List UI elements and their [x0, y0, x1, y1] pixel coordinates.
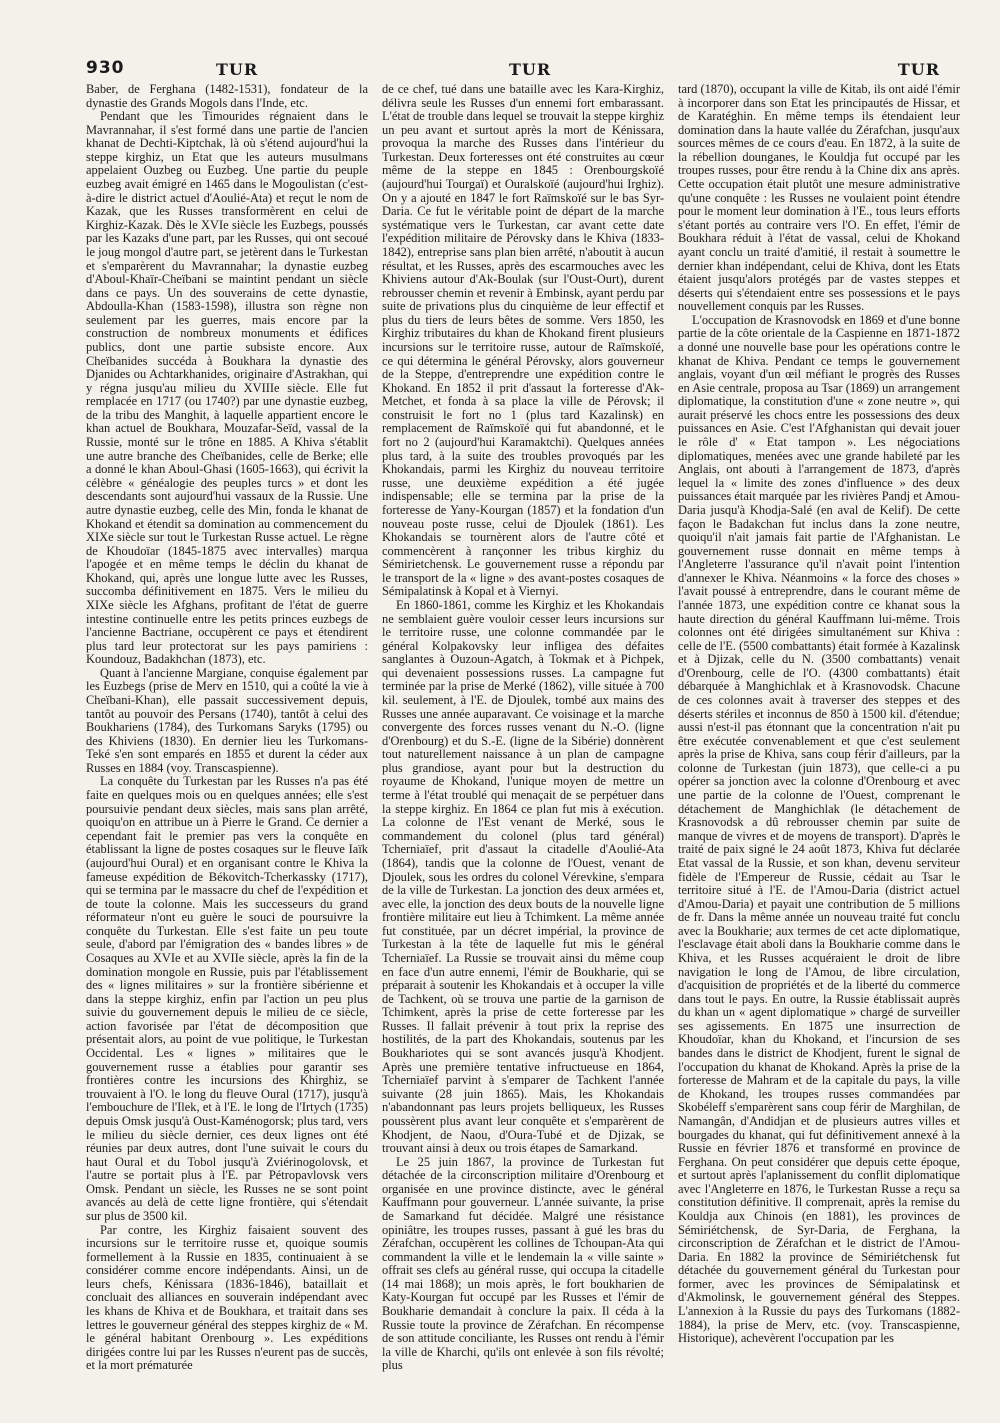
paragraph: En 1860-1861, comme les Kirghiz et les Khokandais ne semblaient guère vouloir cesser leurs incursions sur le territoire russe, une colonne commandée par le général Kolpakovsky leur infligea des défaites sanglantes à Ouzoun-Agatch, à Tokmak et à Pichpek, qui devenaient possessions russes. La campagne fut terminée par la prise de Merké (1862), ville située à 700 kil. seulement, à l'E. de Djoulek, tombé aux mains des Russes une année auparavant. Ce voisinage et la marche convergente des forces russes venant du N.-O. (ligne d'Orenbourg) et du S.-E. (ligne de la Sibérie) donnèrent tout naturellement naissance à un plan de campagne plus grandiose, ayant pour but la destruction du royaume de Khokand, l'unique moyen de mettre un terme à l'état troublé qui menaçait de se perpétuer dans la steppe kirghiz. En 1864 ce plan fut mis à exécution. La colonne de l'Est venant de Merké, sous le commandement du colonel (plus tard général) Tcherniaïef, prit d'assaut la citadelle d'Aoulié-Ata (1864), tandis que la colonne de l'Ouest, venant de Djoulek, sous les ordres du colonel Vérevkine, s'empara de la ville de Turkestan. La jonction des deux armées et, avec elle, la jonction des deux bouts de la nouvelle ligne frontière militaire eut lieu à Tchimkent. La même année fut constituée, par un décret impérial, la province de Turkestan à la tête de laquelle fut mis le général Tcherniaïef. La Russie se trouvait ainsi du même coup en face d'un autre ennemi, l'émir de Boukharie, qui se préparait à soutenir les Khokandais et à occuper la ville de Tachkent, où se trouva une partie de la garnison de Tchimkent, après la prise de cette forteresse par les Russes. Il fallait prévenir à tout prix la reprise des hostilités, de la part des Khokandais, soutenus par les Boukhariotes qui se sont avancés jusqu'à Khodjent. Après une première tentative infructueuse en 1864, Tcherniaïef parvint à s'emparer de Tachkent l'année suivante (28 juin 1865). Mais, les Khokandais n'abandonnant pas leurs projets belliqueux, les Russes poussèrent plus avant leur conquête et s'emparèrent de Khodjent, de Naou, d'Oura-Tubé et de Djizak, se trouvant ainsi à deux ou trois étapes de Samarkand. [382, 597, 664, 1156]
column-right [678, 83, 960, 1413]
paragraph: Pendant que les Timourides régnaient dans le Mavrannahar, il s'est formé dans une partie de l'ancien khanat de Dechti-Kiptchak, là où s'étend aujourd'hui la steppe kirghiz, un Etat que les auteurs musulmans appelaient Ouzbeg ou Euzbeg. Une partie du peuple euzbeg avait émigré en 1465 dans le Mogoulistan (c'est-à-dire le district actuel d'Aoulié-Ata) et reçut le nom de Kazak, que les Russes transformèrent en celui de Kirghiz-Kazak. Dès le XVIe siècle les Euzbegs, poussés par les Kazaks d'une part, par les Russes, qui ont secoué le joug mongol d'autre part, se jetèrent dans le Turkestan et s'emparèrent du Mavrannahar; la dynastie euzbeg d'Aboul-Khaïr-Cheïbani se maintint pendant un siècle dans ce pays. Un des souverains de cette dynastie, Abdoulla-Khan (1583-1598), illustra son règne non seulement par les guerres, mais encore par la construction de nombreux monuments et édifices publics, dont une partie subsiste encore. Aux Cheïbanides succéda à Boukhara la dynastie des Djanides ou Achtarkhanides, originaire d'Astrakhan, qui y régna jusqu'au milieu du XVIIIe siècle. Elle fut remplacée en 1717 (ou 1740?) par une dynastie euzbeg, de la tribu des Manghit, à laquelle appartient encore le khan actuel de Boukhara, Mouzafar-Seïd, vassal de la Russie, monté sur le trône en 1885. A Khiva s'établit une autre branche des Cheïbanides, celle de Berke; elle a donné le khan Aboul-Ghasi (1605-1663), qui écrivit la célèbre « généalogie des peuples turcs » et dont les descendants sont aujourd'hui vassaux de la Russie. Une autre dynastie euzbeg, celle des Min, fonda le khanat de Khokand et étendit sa domination au commencement du XIXe siècle sur tout le Turkestan Russe actuel. Le règne de Khoudoïar (1845-1875 avec intervalles) marqua l'apogée et en même temps le déclin du khanat de Khokand, qui, après une longue lutte avec les Russes, succomba définitivement en 1875. Vers le milieu du XIXe siècle les Afghans, profitant de l'état de guerre intestine continuelle entre les petits princes euzbegs de l'ancienne Bactriane, occupèrent ce pays et étendirent plus tard leur protectorat sur les pays pamiriens : Koundouz, Badakhchan (1873), etc. [86, 109, 368, 667]
running-head-left: TUR [216, 60, 259, 79]
column-left [86, 83, 368, 1413]
paragraph: Baber, de Ferghana (1482-1531), fondateur de la dynastie des Grands Mogols dans l'Inde, etc. [86, 83, 368, 110]
running-head-center: TUR [509, 60, 552, 79]
paragraph: La conquête du Turkestan par les Russes n'a pas été faite en quelques mois ou en quelques années; elle s'est poursuivie pendant deux siècles, mais sans plan arrêté, quoiqu'on en attribue un à Pierre le Grand. Ce dernier a cependant fait le premier pas vers la conquête en établissant la ligne de postes cosaques sur le fleuve Iaïk (aujourd'hui Oural) et en organisant contre le Khiva la fameuse expédition de Békovitch-Tcherkassky (1717), qui se termina par le massacre du chef de l'expédition et de toute la colonne. Mais les successeurs du grand réformateur n'ont eu guère le souci de poursuivre la conquête du Turkestan. Elle s'est faite un peu toute seule, d'abord par l'émigration des « bandes libres » de Cosaques au XVIe et au XVIIe siècle, après la fin de la domination mongole en Russie, puis par l'établissement des « lignes militaires » sur la frontière sibérienne et dans la steppe kirghiz, enfin par l'action un peu plus suivie du gouvernement depuis le milieu de ce siècle, action favorisée par l'état de décomposition que présentait alors, au point de vue politique, le Turkestan Occidental. Les « lignes » militaires que le gouvernement russe a établies pour garantir ses frontières contre les incursions des Khirghiz, se trouvaient à l'O. le long du fleuve Oural (1717), jusqu'à l'embouchure de l'Ilek, et à l'E. le long de l'Irtych (1735) depuis Omsk jusqu'à Oust-Kaménogorsk; plus tard, vers le milieu du siècle dernier, ces deux lignes ont été réunies par deux autres, dont l'une suivait le cours du haut Oural et du Tobol jusqu'à Zviérinogolovsk, et l'autre se portait plus à l'E. par Pétropavlovsk vers Omsk. Pendant un siècle, les Russes ne se sont point avancés au delà de cette ligne frontière, qui s'étendait sur plus de 3500 kil. [86, 774, 368, 1223]
paragraph: L'occupation de Krasnovodsk en 1869 et d'une bonne partie de la côte orientale de la Caspienne en 1871-1872 a donné une nouvelle base pour les opérations contre le khanat de Khiva. Pendant ce temps le gouvernement anglais, voyant d'un œil méfiant le progrès des Russes en Asie centrale, proposa au Tsar (1869) un arrangement diplomatique, la constitution d'une « zone neutre », qui aurait préservé les chocs entre les possessions des deux puissances en Asie. C'est l'Afghanistan qui devait jouer le rôle d' « Etat tampon ». Les négociations diplomatiques, menées avec une grande habileté par les Anglais, ont abouti à l'arrangement de 1873, d'après lequel la « limite des zones d'influence » des deux puissances était marquée par les rivières Pandj et Amou-Daria jusqu'à Khodja-Salé (en aval de Kelif). De cette façon le Badakchan fut inclus dans la zone neutre, quoiqu'il n'ait jamais fait partie de l'Afghanistan. Le gouvernement russe donnait en même temps à l'Angleterre l'assurance qu'il n'avait point l'intention d'annexer le Khiva. Néanmoins « la force des choses » l'avait poussé à entreprendre, dans le courant même de l'année 1873, une expédition contre ce khanat sous la haute direction du général Kauffmann lui-même. Trois colonnes ont été dirigées simultanément sur Khiva : celle de l'E. (5500 combattants) était formée à Kazalinsk et à Djizak, celle du N. (3500 combattants) venait d'Orenbourg, celle de l'O. (4300 combattants) était débarquée à Manghichlak et à Krasnovodsk. Chacune de ces colonnes avait à traverser des steppes et des déserts stériles et inconnus de 850 à 1500 kil. d'étendue; aussi n'est-il pas étonnant que la concentration n'ait pu être exécutée convenablement et que c'est seulement après la prise de Khiva, sans coup férir d'ailleurs, par la colonne de Turkestan (juin 1873), que celle-ci a pu opérer sa jonction avec la colonne d'Orenbourg et avec une partie de la colonne de l'Ouest, comprenant le détachement de Manghichlak (le détachement de Krasnovodsk a dû rebrousser chemin par suite de manque de vivres et de moyens de transport). D'après le traité de paix signé le 24 août 1873, Khiva fut déclarée Etat vassal de la Russie, et son khan, devenu serviteur fidèle de l'Empereur de Russie, cédait au Tsar le territoire situé à l'E. de l'Amou-Daria (district actuel d'Amou-Daria) et payait une contribution de 5 millions de fr. Dans la même année un nouveau traité fut conclu avec la Boukharie; aux termes de cet acte diplomatique, l'esclavage était aboli dans la Boukharie comme dans le Khiva, et les Russes acquéraient le droit de libre navigation le long de l'Amou, de libre circulation, d'acquisition de propriétés et de la liberté du commerce dans tout le pays. En outre, la Russie établissait auprès du khan un « agent diplomatique » chargé de surveiller ses agissements. En 1875 une insurrection de Khoudoïar, khan du Khokand, et l'incursion de ses bandes dans le district de Khodjent, furent le signal de l'occupation du khanat de Khokand. Après la prise de la forteresse de Mahram et de la capitale du pays, la ville de Khokand, les troupes russes commandées par Skobéleff s'emparèrent sans coup férir de Marghilan, de Namangân, d'Andidjan et de plusieurs autres villes et bourgades du khanat, qui fut définitivement annexé à la Russie en février 1876 et transformé en province de Ferghana. On peut considérer que depuis cette époque, et surtout après l'aplanissement du conflit diplomatique avec l'Angleterre en 1876, le Turkestan Russe a reçu sa constitution définitive. Il comprenait, après la remise du Kouldja aux Chinois (en 1881), les provinces de Sémiriétchensk, de Syr-Daria, de Ferghana, la circonscription de Zérafchan et le district de l'Amou-Daria. En 1882 la province de Sémiriétchensk fut détachée du gouvernement général du Turkestan pour former, avec les provinces de Sémipalatinsk et d'Akmolinsk, le gouvernement général des Steppes. L'annexion à la Russie du pays des Turkomans (1882-1884), la prise de Merv, etc. (voy. Transcaspienne, Historique), achevèrent l'occupation par les [678, 312, 960, 1346]
paragraph: Par contre, les Kirghiz faisaient souvent des incursions sur le territoire russe et, quoique soumis formellement à la Russie en 1835, continuaient à se considérer comme encore indépendants. Ainsi, un de leurs chefs, Kénissara (1836-1846), bataillait et concluait des alliances en souverain indépendant avec les khans de Khiva et de Boukhara, et traitait dans ses lettres le gouverneur général des steppes kirghiz de « M. le général habitant Orenbourg ». Les expéditions dirigées contre lui par les Russes n'eurent pas de succès, et la mort prématurée [86, 1222, 368, 1373]
page-number: 930 [86, 58, 125, 78]
paragraph: Le 25 juin 1867, la province de Turkestan fut détachée de la circonscription militaire d'Orenbourg et organisée en une province distincte, avec le général Kauffmann pour gouverneur. L'année suivante, la prise de Samarkand fut décidée. Malgré une résistance opiniâtre, les troupes russes, passant à gué les bras du Zérafchan, occupèrent les collines de Tchoupan-Ata qui commandent la ville et le lendemain la « ville sainte » offrait ses clefs au général russe, qui occupa la citadelle (14 mai 1868); un mois après, le fort boukharien de Katy-Kourgan fut occupé par les Russes et l'émir de Boukharie demandait à conclure la paix. Il céda à la Russie toute la province de Zérafchan. En récompense de son attitude conciliante, les Russes ont rendu à l'émir la ville de Kharchi, qu'ils ont enlevée à son fils révolté; plus [382, 1154, 664, 1373]
paragraph: tard (1870), occupant la ville de Kitab, ils ont aidé l'émir à incorporer dans son Etat les principautés de Hissar, et de Karatéghin. En même temps ils étendaient leur domination dans la haute vallée du Zérafchan, jusqu'aux sources mêmes de ce cours d'eau. En 1872, à la suite de la rébellion dounganes, le Kouldja fut occupé par les troupes russes, pour être rendu à la Chine dix ans après. Cette occupation était plutôt une mesure administrative qu'une conquête : les Russes ne voulaient point étendre pour le moment leur domination à l'E., tous leurs efforts s'étant portés au contraire vers l'O. En effet, l'émir de Boukhara réduit à l'état de vassal, celui de Khokand ayant conclu un traité d'amitié, il restait à soumettre le dernier khan indépendant, celui de Khiva, dont les Etats étaient jusqu'alors protégés par de vastes steppes et déserts qui s'étendaient entre ses possessions et le pays nouvellement conquis par les Russes. [678, 83, 960, 314]
running-head-right: TUR [897, 60, 940, 79]
paragraph: de ce chef, tué dans une bataille avec les Kara-Kirghiz, délivra seule les Russes d'un ennemi fort embarassant. L'état de trouble dans lequel se trouvait la steppe kirghiz un peu avant et surtout après la mort de Kénissara, provoqua la marche des Russes dans l'intérieur du Turkestan. Deux forteresses ont été construites au cœur même de la steppe en 1845 : Orenbourgskoïé (aujourd'hui Tourgaï) et Ouralskoïé (aujourd'hui Irghiz). On y a ajouté en 1847 le fort Raïmskoïé sur le bas Syr-Daria. Ce fut le véritable point de départ de la marche systématique vers le Turkestan, car avant cette date l'expédition militaire de Pérovsky dans le Khiva (1833-1842), entreprise sans plan bien arrêté, n'aboutit à aucun résultat, et les Russes, après des escarmouches avec les Khiviens autour d'Ak-Boulak (sur l'Oust-Ourt), durent rebrousser chemin et revenir à Embinsk, ayant perdu par suite de privations plus du cinquième de leur effectif et plus du tiers de leurs bêtes de somme. Vers 1850, les Kirghiz tributaires du khan de Khokand firent plusieurs incursions sur le territoire russe, autour de Raïmskoïé, ce qui détermina le général Pérovsky, alors gouverneur de la Steppe, d'entreprendre une expédition contre le Khokand. En 1852 il prit d'assaut la forteresse d'Ak-Metchet, et fonda à sa place la ville de Pérovsk; il construisit le fort no 1 (plus tard Kazalinsk) en remplacement de Raïmskoïé qui fut abandonné, et le fort no 2 (aujourd'hui Karamaktchi). Quelques années plus tard, à la suite des troubles provoqués par les Khokandais, parmi les Kirghiz du nouveau territoire russe, une deuxième expédition a été jugée indispensable; elle se termina par la prise de la forteresse de Yany-Kourgan (1857) et la fondation d'un nouveau poste russe, celui de Djoulek (1861). Les Khokandais se tournèrent alors de l'autre côté et commencèrent à rançonner les tribus kirghiz du Sémirietchensk. Le gouvernement russe a répondu par le transport de la « ligne » des avant-postes cosaques de Sémipalatinsk à Kopal et à Viernyi. [382, 83, 664, 599]
paragraph: Quant à l'ancienne Margiane, conquise également par les Euzbegs (prise de Merv en 1510, qui a coûté la vie à Cheïbani-Khan), elle passait successivement depuis, tantôt au pouvoir des Persans (1740), tantôt à celui des Boukhariens (1784), des Turkomans Saryks (1795) ou des Khiviens (1830). En dernier lieu les Turkomans-Teké s'en sont emparés en 1855 et durent la céder aux Russes en 1884 (voy. Transcaspienne). [86, 665, 368, 775]
column-middle [382, 83, 664, 1413]
text-columns [86, 83, 960, 1413]
